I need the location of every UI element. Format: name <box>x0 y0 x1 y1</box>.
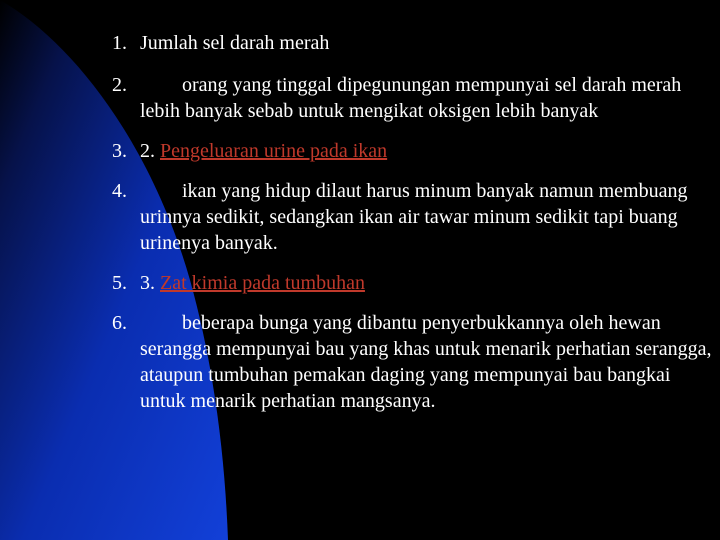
section-prefix: 2. <box>140 140 155 162</box>
list-item <box>112 30 712 56</box>
item-text: Jumlah sel darah merah <box>140 32 330 54</box>
item-number: 5. <box>112 272 127 294</box>
item-number: 2. <box>112 74 127 96</box>
bullet-list <box>112 30 712 428</box>
item-text: orang yang tinggal dipegunungan mempunyai sel darah merah lebih banyak sebab untuk mengikat oksigen lebih banyak <box>140 74 682 122</box>
list-item <box>112 310 712 414</box>
item-text: ikan yang hidup dilaut harus minum banyak namun membuang urinnya sedikit, sedangkan ikan air tawar minum sedikit tapi buang urinenya banyak. <box>140 180 688 254</box>
list-item <box>112 138 712 164</box>
item-number: 3. <box>112 140 127 162</box>
section-link[interactable]: Pengeluaran urine pada ikan <box>160 140 388 162</box>
list-item <box>112 178 712 256</box>
list-item <box>112 72 712 124</box>
list-item <box>112 270 712 296</box>
item-number: 6. <box>112 312 127 334</box>
section-link[interactable]: Zat kimia pada tumbuhan <box>160 272 365 294</box>
item-number: 1. <box>112 32 127 54</box>
section-prefix: 3. <box>140 272 155 294</box>
item-text: beberapa bunga yang dibantu penyerbukkannya oleh hewan serangga mempunyai bau yang khas untuk menarik perhatian serangga, ataupun tumbuhan pemakan daging yang mempunyai bau bangkai untuk menarik perhatian mangsanya. <box>140 312 712 412</box>
item-number: 4. <box>112 180 127 202</box>
